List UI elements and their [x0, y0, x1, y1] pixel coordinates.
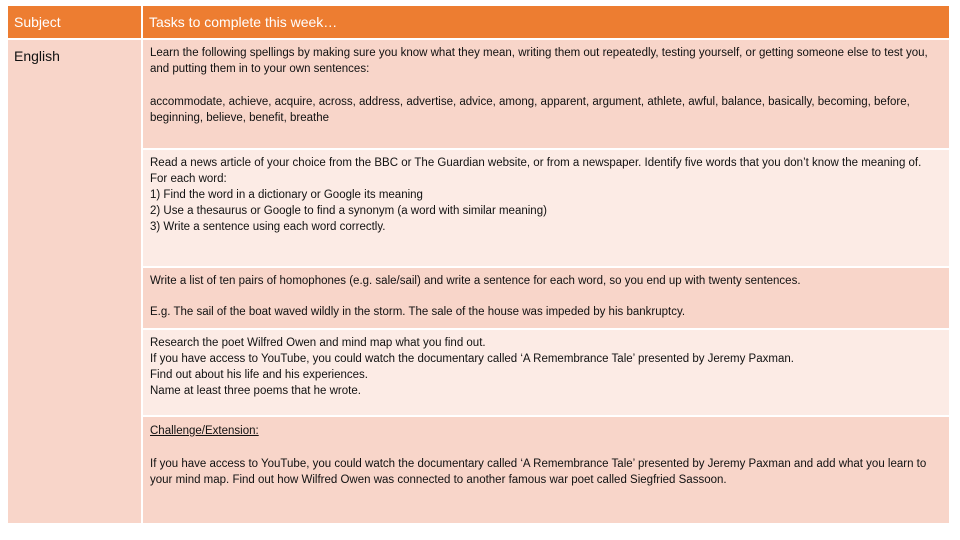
homophones-example: E.g. The sail of the boat waved wildly in the storm. The sale of the house was impeded by his bankruptcy.	[150, 306, 686, 318]
spellings-intro: Learn the following spellings by making sure you know what they mean, writing them out repeatedly, testing yourself, or getting someone else to test you, and putting them in to your own sentences:	[150, 47, 928, 75]
header-subject: Subject	[8, 6, 143, 38]
spellings-list: accommodate, achieve, acquire, across, address, advertise, advice, among, apparent, argument, athlete, awful, balance, basically, becoming, before, beginning, believe, benefit, breathe	[150, 96, 910, 124]
owen-line-1: Research the poet Wilfred Owen and mind map what you find out.	[150, 337, 486, 349]
subject-cell: English	[8, 40, 143, 523]
news-step-2: 2) Use a thesaurus or Google to find a synonym (a word with similar meaning)	[150, 205, 547, 217]
challenge-title: Challenge/Extension:	[150, 425, 259, 437]
owen-line-4: Name at least three poems that he wrote.	[150, 385, 361, 397]
task-row-homophones	[143, 268, 949, 330]
news-step-3: 3) Write a sentence using each word correctly.	[150, 221, 386, 233]
owen-line-2: If you have access to YouTube, you could watch the documentary called ‘A Remembrance Tale’ presented by Jeremy Paxman.	[150, 353, 794, 365]
table-header	[8, 6, 949, 38]
challenge-text: If you have access to YouTube, you could watch the documentary called ‘A Remembrance Tale’ presented by Jeremy Paxman and add what you learn to your mind map. Find out how Wilfred Owen was connected to another famous war poet called Siegfried Sassoon.	[150, 458, 927, 486]
news-steps	[150, 187, 941, 235]
table-body	[8, 40, 949, 523]
task-row-news	[143, 150, 949, 268]
homophones-instruction: Write a list of ten pairs of homophones (e.g. sale/sail) and write a sentence for each word, so you end up with twenty sentences.	[150, 275, 801, 287]
task-row-owen	[143, 330, 949, 417]
news-intro: Read a news article of your choice from the BBC or The Guardian website, or from a newspaper. Identify five words that you don’t know the meaning of.	[150, 157, 922, 169]
header-tasks: Tasks to complete this week…	[149, 14, 338, 30]
news-for-each: For each word:	[150, 173, 227, 185]
owen-line-3: Find out about his life and his experiences.	[150, 369, 368, 381]
task-row-spellings	[143, 40, 949, 150]
news-step-1: 1) Find the word in a dictionary or Google its meaning	[150, 189, 423, 201]
tasks-table	[8, 6, 949, 523]
tasks-column	[143, 40, 949, 523]
task-row-challenge	[143, 417, 949, 523]
